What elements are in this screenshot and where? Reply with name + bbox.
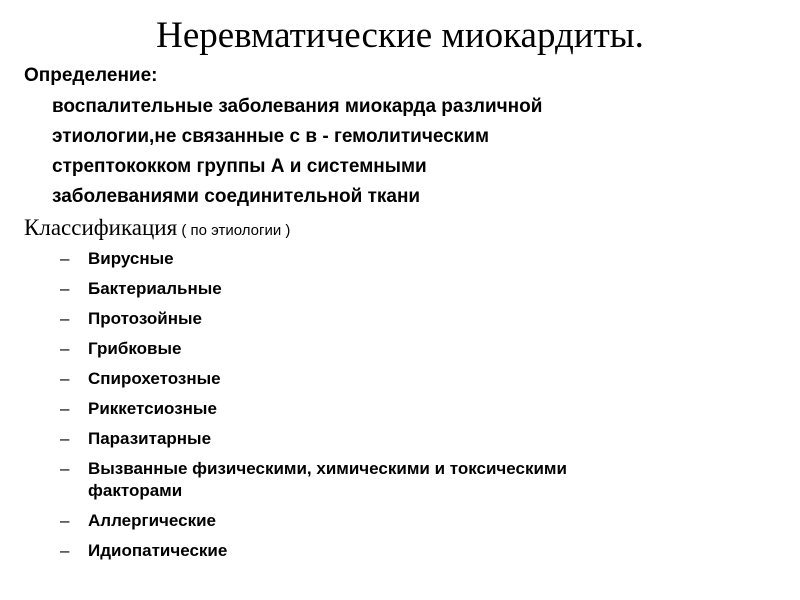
list-item-label: Протозойные [88, 309, 202, 328]
classification-sublabel: ( по этиологии ) [177, 222, 291, 239]
bullet-dash: – [60, 309, 70, 328]
definition-line: заболеваниями соединительной ткани [52, 186, 421, 207]
list-item-label: Бактериальные [88, 279, 222, 298]
list-item-label: Спирохетозные [88, 369, 221, 388]
list-item-label: Идиопатические [88, 541, 228, 560]
list-item [60, 308, 788, 330]
bullet-dash: – [60, 459, 70, 478]
slide-title: Неревматические миокардиты. [156, 15, 644, 56]
list-item [60, 510, 788, 532]
bullet-dash: – [60, 511, 70, 530]
bullet-dash: – [60, 429, 70, 448]
classification-label: Классификация [24, 215, 178, 240]
list-item [60, 368, 788, 390]
list-item-label: Риккетсиозные [88, 399, 217, 418]
bullet-dash: – [60, 249, 70, 268]
list-item-label: Аллергические [88, 511, 216, 530]
definition-line: этиологии,не связанные с в - гемолитическим [52, 126, 489, 147]
bullet-dash: – [60, 541, 70, 560]
bullet-dash: – [60, 399, 70, 418]
list-item [60, 278, 788, 300]
bullet-dash: – [60, 279, 70, 298]
list-item-label: Вызванные физическими, химическими и токсическими [88, 459, 567, 478]
list-item [60, 398, 788, 420]
list-item [60, 338, 788, 360]
list-item-label: Вирусные [88, 249, 174, 268]
definition-line: воспалительные заболевания миокарда различной [52, 96, 543, 117]
list-item [60, 458, 788, 502]
list-item [60, 428, 788, 450]
list-item-label-continued: факторами [88, 481, 183, 500]
list-item [60, 248, 788, 270]
bullet-dash: – [60, 339, 70, 358]
definition-line: стрептококком группы А и системными [52, 156, 427, 177]
list-item [60, 540, 788, 562]
classification-heading [24, 213, 290, 246]
list-item-label: Паразитарные [88, 429, 212, 448]
definition-text [52, 92, 792, 212]
list-item-label: Грибковые [88, 339, 182, 358]
etiology-list [60, 248, 788, 570]
definition-label: Определение: [24, 65, 158, 86]
bullet-dash: – [60, 369, 70, 388]
